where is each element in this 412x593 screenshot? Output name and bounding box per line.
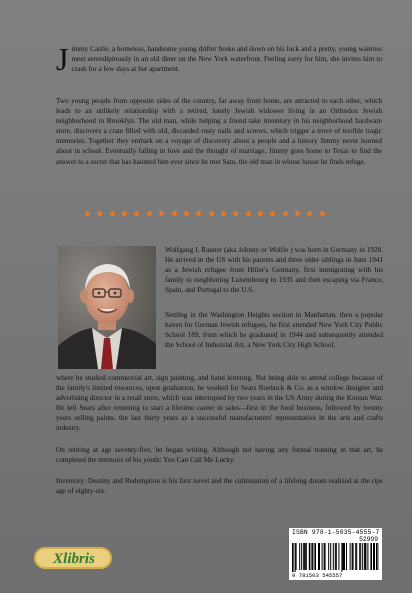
drop-cap: J: [56, 41, 69, 77]
barcode-bar: [324, 543, 325, 570]
barcode-bar: [376, 543, 378, 570]
barcode-bar: [328, 543, 329, 570]
separator-dot: [307, 211, 312, 216]
separator-dot: [270, 211, 275, 216]
separator-dot: [172, 211, 177, 216]
barcode-bar: [322, 543, 323, 570]
publisher-logo: [34, 545, 114, 571]
barcode-bar: [344, 543, 345, 570]
separator-dot: [246, 211, 251, 216]
author-photo: [58, 246, 156, 369]
separator-dot: [159, 211, 164, 216]
barcode-bar: [319, 543, 320, 570]
barcode-bar: [336, 543, 337, 570]
separator-dot: [283, 211, 288, 216]
author-bio-paragraph-1: Wolfgang I. Rauner (aka Johnny or Wolfie ) was born in Germany in 1928. He arrived in the US with his parents and three older siblings in June 1941 as a Jewish refugee from Hitler's Germany, first immigrating with his family to neighboring Luxembourg in 1935 and then escaping via France, Spain, and Portugal to the U.S.: [165, 246, 383, 295]
separator-dot: [233, 211, 238, 216]
separator-dot: [295, 211, 300, 216]
separator-dot: [122, 211, 127, 216]
barcode-bar: [374, 543, 375, 570]
barcode-bar: [338, 543, 339, 570]
separator-dot: [221, 211, 226, 216]
barcode-bar: [305, 543, 306, 570]
separator-dot: [110, 211, 115, 216]
barcode-bar: [333, 543, 334, 570]
barcode-bar: [295, 543, 296, 572]
separator-dot: [184, 211, 189, 216]
isbn-label: ISBN 978-1-5035-4555-7: [292, 529, 380, 536]
author-bio-paragraph-5: Inventory: Destiny and Redemption is his first novel and the culmination of a lifelong dream realized at the ripe age of eighty-six.: [56, 477, 383, 496]
author-bio-paragraph-3: where he studied commercial art, sign painting, and hand lettering. Not being able to attend college because of the family's limited resources, upon graduation, he worked for Sears Roebuck & Co. as a window designer and advertising director in a retail store, which was interrupted by two years in the US Army during the Korean War. He left Sears after returning to start a lifetime career in sales—first in the food business, followed by twenty years selling paints, the last thirty years as a successful manufacturers' representative in the arts and crafts industry.: [56, 374, 383, 433]
barcode-bar: [370, 543, 372, 570]
separator-dot: [320, 211, 325, 216]
barcode-bar: [359, 543, 361, 570]
logo-text: Xlibris: [53, 551, 95, 567]
synopsis-paragraph-1: [56, 41, 382, 77]
price-code: 52999: [359, 536, 378, 543]
author-bio-paragraph-4: On retiring at age seventy-five, he began writing. Although not having any formal training in that art, he completed the memoirs of his youth: You Can Call Me Lucky.: [56, 446, 383, 465]
separator-dot: [258, 211, 263, 216]
barcode-bar: [311, 543, 312, 570]
barcode-bar: [342, 543, 344, 570]
separator-dot: [196, 211, 201, 216]
barcode-bar: [306, 543, 307, 570]
barcode-bar: [292, 543, 294, 572]
author-bio-paragraph-2: Settling in the Washington Heights section in Manhattan, then a popular haven for German Jewish refugees, he first attended New York City Public School 189, from which he graduated in 1944 and subsequently attended the School of Industrial Art, a New York City High School,: [165, 311, 383, 350]
xlibris-logo-image: [34, 545, 114, 571]
isbn-barcode: [289, 528, 382, 580]
barcode-bar: [356, 543, 357, 570]
barcode-bar: [318, 543, 319, 570]
barcode-number: 9 781503 545557: [292, 572, 343, 579]
barcode-bars: [292, 543, 379, 572]
barcode-bar: [367, 543, 368, 570]
barcode-bar: [325, 543, 326, 570]
synopsis-paragraph-1-text: immy Castle, a homeless, handsome young drifter broke and down on his luck and a pretty, young waitress meet serendipitously in an old diner on the New York waterfront. Feeling sorry for him, she invites him to crash for a few days at her apartment.: [71, 45, 382, 74]
synopsis-paragraph-2: Two young people from opposite sides of the country, far away from home, are attracted to each other, which leads to an unlikely relationship with a retired, lonely Jewish widower living in an Orthodox Jewish neighborhood in Brooklyn. The old man, while helping a friend take inventory in his neighborhood hardware store, discovers a crate filled with old, discarded rusty nails and screws, which trigger a trove of terrible tragic memories. Together they embark on a voyage of discovery about a people and a history Jimmy never learned about in school. Eventually falling in love and the thought of marriage, Jimmy goes home to Texas to find the answer to a secret that has haunted him ever since he met Sam, the old man in whose house he finds refuge.: [56, 97, 382, 166]
author-portrait-image: [58, 246, 156, 369]
barcode-bar: [341, 543, 342, 572]
barcode-bar: [350, 543, 351, 570]
barcode-bar: [314, 543, 316, 570]
separator-dot: [147, 211, 152, 216]
barcode-bar: [352, 543, 353, 570]
barcode-bar: [309, 543, 311, 570]
barcode-bar: [301, 543, 302, 570]
separator-dot: [134, 211, 139, 216]
barcode-bar: [330, 543, 331, 570]
barcode-bar: [299, 543, 300, 570]
barcode-bar: [335, 543, 336, 570]
barcode-bar: [355, 543, 356, 570]
barcode-bar: [373, 543, 374, 570]
separator-dot: [209, 211, 214, 216]
dot-separator: [85, 209, 325, 217]
barcode-bar: [365, 543, 367, 570]
separator-dot: [85, 211, 90, 216]
barcode-bar: [296, 543, 297, 570]
barcode-bar: [312, 543, 313, 570]
barcode-bar: [353, 543, 354, 570]
barcode-bar: [303, 543, 305, 570]
barcode-bar: [364, 543, 365, 570]
barcode-bar: [362, 543, 363, 570]
barcode-bar: [346, 543, 347, 570]
separator-dot: [97, 211, 102, 216]
